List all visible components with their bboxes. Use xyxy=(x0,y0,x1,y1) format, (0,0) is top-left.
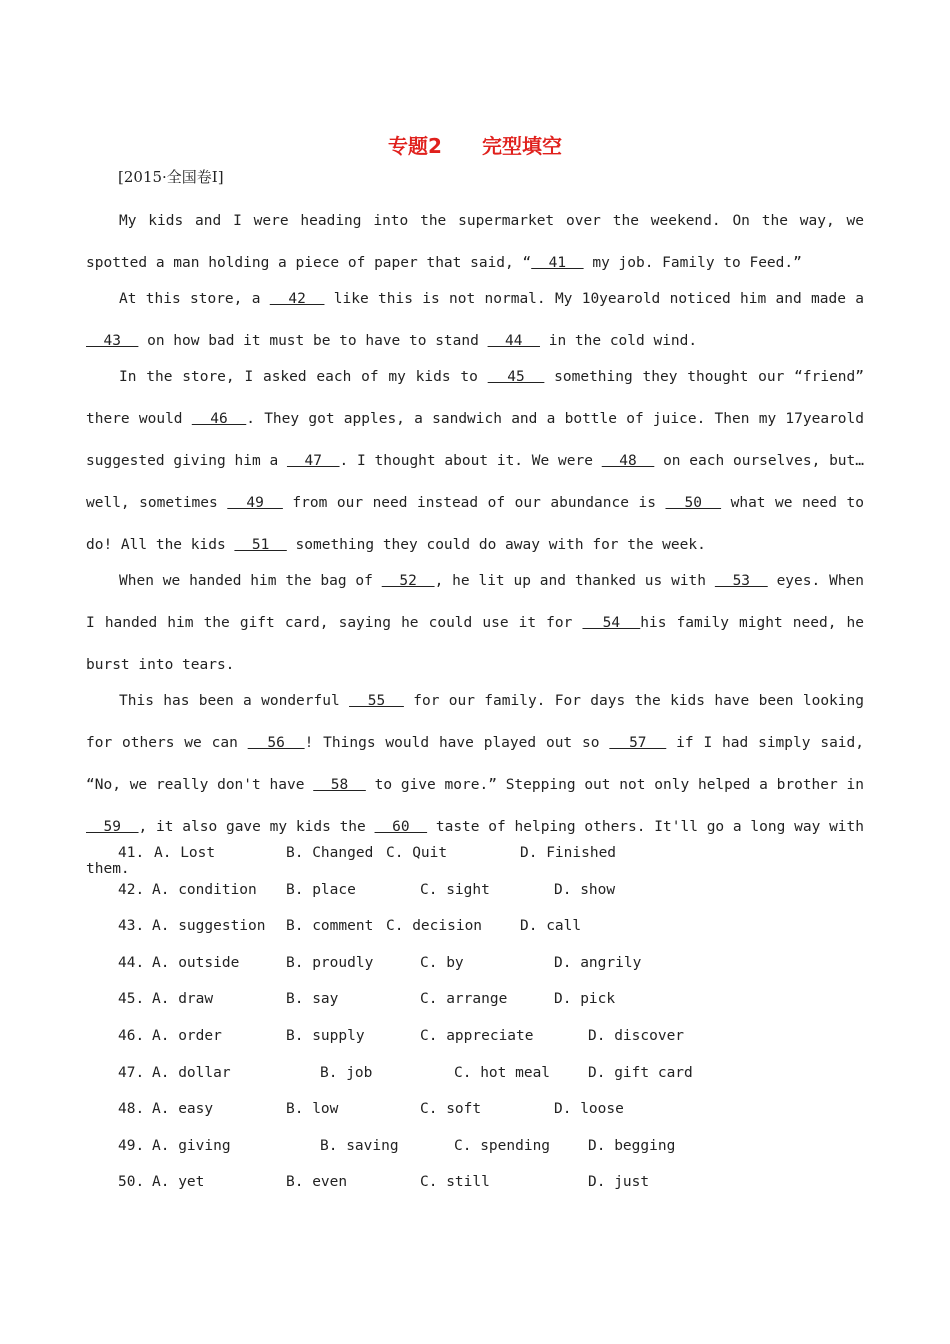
question-42: 42. A. condition B. place C. sight D. show xyxy=(118,881,616,898)
paragraph-2: At this store, a 42 like this is not normal. My 10yearold noticed him and made a 43 on how bad it must be to have to stand 44 in the cold wind. xyxy=(86,291,864,349)
question-48: 48. A. easy B. low C. soft D. loose xyxy=(118,1101,624,1118)
paragraph-3: In the store, I asked each of my kids to 45 something they thought our “friend” there would 46 . They got apples, a sandwich and a bottle of juice. Then my 17yearold suggested giving him a 47 . I thought about it. We were 48 on each ourselves, but… well, sometimes 49 from our need instead of our abundance is 50 what we need to do! All the kids 51 something they could do away with for the week. xyxy=(86,369,865,553)
question-43: 43. A. suggestion B. comment C. decision D. call xyxy=(118,918,582,935)
question-45: 45. A. draw B. say C. arrange D. pick xyxy=(118,991,616,1008)
blank-49: 49 xyxy=(227,495,283,511)
blank-57: 57 xyxy=(609,735,667,751)
blank-47: 47 xyxy=(286,453,340,469)
blank-55: 55 xyxy=(349,693,404,709)
subject-label: 完型填空 xyxy=(481,134,562,158)
paragraph-1: My kids and I were heading into the supermarket over the weekend. On the way, we spotted a man holding a piece of paper that said, “ 41 my job. Family to Feed.” xyxy=(86,213,864,271)
paragraph-5: This has been a wonderful 55 for our family. For days the kids have been looking for others we can 56 ! Things would have played out so 57 if I had simply said, “No, we really don't have 58 to give more.” Stepping out not only helped a brother in 59 , it also gave my kids the 60 taste of helping others. It'll go a long way with them. xyxy=(86,693,864,877)
paragraph-4: When we handed him the bag of 52 , he lit up and thanked us with 53 eyes. When I handed him the gift card, saying he could use it for 54 his family might need, he burst into tears. xyxy=(86,573,864,673)
blank-56: 56 xyxy=(247,735,305,751)
blank-48: 48 xyxy=(601,453,655,469)
blank-42: 42 xyxy=(269,291,325,307)
blank-46: 46 xyxy=(191,411,247,427)
question-47: 47. A. dollar B. job C. hot meal D. gift card xyxy=(118,1064,693,1081)
blank-44: 44 xyxy=(487,333,540,349)
page-title xyxy=(0,130,950,159)
blank-50: 50 xyxy=(665,495,722,511)
blank-41: 41 xyxy=(531,255,584,271)
exam-source: [2015·全国卷Ⅰ] xyxy=(118,168,224,186)
question-49: 49. A. giving B. saving C. spending D. begging xyxy=(118,1137,676,1154)
question-41: 41. A. Lost B. Changed C. Quit D. Finished xyxy=(118,845,617,861)
question-44: 44. A. outside B. proudly C. by D. angrily xyxy=(118,954,642,971)
question-46: 46. A. order B. supply C. appreciate D. discover xyxy=(118,1027,685,1044)
blank-45: 45 xyxy=(487,369,545,385)
blank-59: 59 xyxy=(86,819,139,835)
answer-options xyxy=(118,840,858,1206)
topic-label: 专题2 xyxy=(388,134,442,158)
blank-53: 53 xyxy=(714,573,768,589)
blank-52: 52 xyxy=(381,573,435,589)
blank-58: 58 xyxy=(313,777,366,793)
blank-54: 54 xyxy=(582,615,641,631)
question-50: 50. A. yet B. even C. still D. just xyxy=(118,1174,650,1191)
blank-51: 51 xyxy=(234,537,287,553)
blank-60: 60 xyxy=(374,819,428,835)
cloze-passage xyxy=(86,200,864,890)
blank-43: 43 xyxy=(86,333,139,349)
